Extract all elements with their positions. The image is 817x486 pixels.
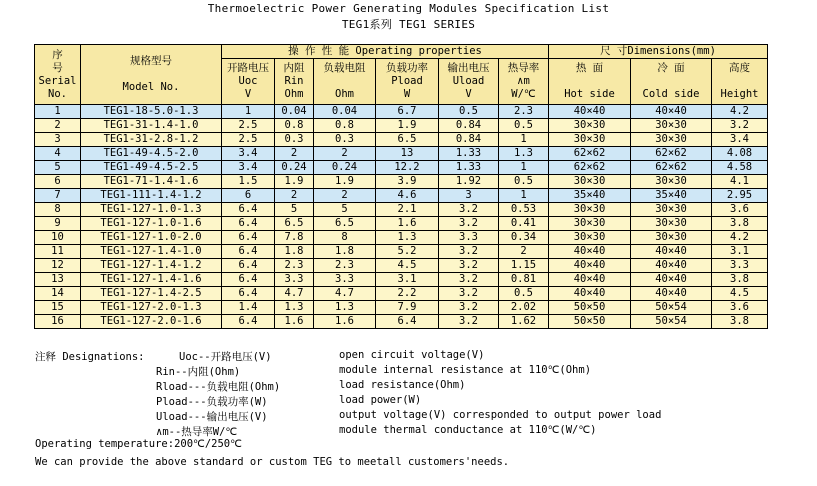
cell-uoc: 1.4: [222, 301, 275, 315]
cell-model: TEG1-111-1.4-1.2: [81, 189, 222, 203]
cell-uload: 3.2: [439, 273, 499, 287]
cell-cold: 40×40: [631, 259, 712, 273]
cell-serial: 9: [35, 217, 81, 231]
table-row: [35, 105, 768, 119]
cell-uoc: 6.4: [222, 231, 275, 245]
cell-cold: 35×40: [631, 189, 712, 203]
header-serial: 序 号 Serial No.: [35, 45, 81, 105]
series-subtitle: TEG1系列 TEG1 SERIES: [341, 18, 476, 31]
cell-rload: 6.5: [314, 217, 376, 231]
cell-pload: 5.2: [376, 245, 439, 259]
cell-thermal: 1.3: [499, 147, 549, 161]
cell-rload: 1.9: [314, 175, 376, 189]
cell-uoc: 6.4: [222, 259, 275, 273]
cell-uload: 3.2: [439, 217, 499, 231]
cell-pload: 1.3: [376, 231, 439, 245]
cell-uload: 3.2: [439, 301, 499, 315]
cell-uoc: 1.5: [222, 175, 275, 189]
cell-pload: 3.9: [376, 175, 439, 189]
cell-pload: 3.1: [376, 273, 439, 287]
cell-height: 4.5: [712, 287, 768, 301]
cell-uoc: 6.4: [222, 315, 275, 329]
cell-serial: 5: [35, 161, 81, 175]
cell-uload: 0.84: [439, 119, 499, 133]
table-row: [35, 133, 768, 147]
cell-cold: 40×40: [631, 273, 712, 287]
cell-hot: 62×62: [549, 147, 631, 161]
designation-description: open circuit voltage(V): [339, 349, 485, 361]
cell-model: TEG1-127-1.4-1.6: [81, 273, 222, 287]
cell-rin: 1.9: [275, 175, 314, 189]
cell-rin: 7.8: [275, 231, 314, 245]
cell-uload: 1.33: [439, 161, 499, 175]
cell-rin: 0.3: [275, 133, 314, 147]
cell-height: 3.3: [712, 259, 768, 273]
cell-height: 3.4: [712, 133, 768, 147]
cell-serial: 10: [35, 231, 81, 245]
cell-pload: 12.2: [376, 161, 439, 175]
cell-hot: 35×40: [549, 189, 631, 203]
cell-rin: 1.8: [275, 245, 314, 259]
designation-term: Pload---负载功率(W): [156, 396, 268, 408]
footer-note: We can provide the above standard or custom TEG to meetall customers'needs.: [35, 456, 510, 468]
cell-serial: 11: [35, 245, 81, 259]
cell-rload: 3.3: [314, 273, 376, 287]
cell-uoc: 6.4: [222, 287, 275, 301]
cell-thermal: 1.62: [499, 315, 549, 329]
cell-rin: 6.5: [275, 217, 314, 231]
cell-model: TEG1-127-1.4-2.5: [81, 287, 222, 301]
cell-height: 3.2: [712, 119, 768, 133]
cell-model: TEG1-49-4.5-2.0: [81, 147, 222, 161]
cell-cold: 30×30: [631, 133, 712, 147]
cell-cold: 30×30: [631, 119, 712, 133]
table-row: [35, 147, 768, 161]
cell-thermal: 0.5: [499, 287, 549, 301]
cell-thermal: 1: [499, 133, 549, 147]
cell-thermal: 0.5: [499, 175, 549, 189]
cell-cold: 62×62: [631, 161, 712, 175]
table-row: [35, 245, 768, 259]
header-operating-properties: 操 作 性 能 Operating properties: [222, 45, 549, 59]
cell-rin: 0.24: [275, 161, 314, 175]
cell-height: 4.08: [712, 147, 768, 161]
cell-model: TEG1-127-1.0-1.3: [81, 203, 222, 217]
cell-uoc: 6.4: [222, 273, 275, 287]
cell-height: 4.2: [712, 105, 768, 119]
designation-term: Rload---负载电阻(Ohm): [156, 381, 281, 393]
cell-rload: 2.3: [314, 259, 376, 273]
header-cold-side: 冷 面 Cold side: [631, 59, 712, 105]
designation-description: load power(W): [339, 394, 422, 406]
cell-uoc: 6.4: [222, 217, 275, 231]
cell-serial: 16: [35, 315, 81, 329]
table-row: [35, 231, 768, 245]
cell-rload: 1.8: [314, 245, 376, 259]
cell-rload: 2: [314, 147, 376, 161]
table-row: [35, 175, 768, 189]
cell-thermal: 0.53: [499, 203, 549, 217]
cell-uload: 3.2: [439, 259, 499, 273]
cell-model: TEG1-127-2.0-1.3: [81, 301, 222, 315]
cell-rload: 0.8: [314, 119, 376, 133]
cell-serial: 7: [35, 189, 81, 203]
cell-height: 4.1: [712, 175, 768, 189]
cell-uload: 3.3: [439, 231, 499, 245]
cell-hot: 30×30: [549, 217, 631, 231]
table-row: [35, 189, 768, 203]
cell-rload: 4.7: [314, 287, 376, 301]
cell-rload: 1.3: [314, 301, 376, 315]
table-row: [35, 119, 768, 133]
cell-height: 3.6: [712, 301, 768, 315]
cell-hot: 30×30: [549, 203, 631, 217]
cell-cold: 62×62: [631, 147, 712, 161]
cell-uload: 3.2: [439, 203, 499, 217]
specification-table: [34, 44, 768, 329]
cell-uload: 3.2: [439, 287, 499, 301]
cell-hot: 62×62: [549, 161, 631, 175]
designation-term: Rin--内阻(Ohm): [156, 366, 241, 378]
cell-thermal: 0.41: [499, 217, 549, 231]
cell-height: 3.8: [712, 315, 768, 329]
cell-height: 2.95: [712, 189, 768, 203]
cell-thermal: 0.81: [499, 273, 549, 287]
cell-thermal: 2.02: [499, 301, 549, 315]
cell-rload: 5: [314, 203, 376, 217]
cell-pload: 6.4: [376, 315, 439, 329]
cell-hot: 50×50: [549, 315, 631, 329]
cell-thermal: 0.34: [499, 231, 549, 245]
designation-description: output voltage(V) corresponded to output power load: [339, 409, 662, 421]
cell-thermal: 2.3: [499, 105, 549, 119]
cell-uoc: 2.5: [222, 119, 275, 133]
cell-cold: 50×54: [631, 301, 712, 315]
cell-uoc: 6: [222, 189, 275, 203]
cell-serial: 8: [35, 203, 81, 217]
cell-rload: 0.3: [314, 133, 376, 147]
cell-hot: 30×30: [549, 133, 631, 147]
cell-pload: 4.5: [376, 259, 439, 273]
cell-cold: 30×30: [631, 203, 712, 217]
cell-hot: 40×40: [549, 245, 631, 259]
cell-cold: 40×40: [631, 245, 712, 259]
cell-pload: 7.9: [376, 301, 439, 315]
cell-cold: 40×40: [631, 105, 712, 119]
cell-rload: 8: [314, 231, 376, 245]
designation-description: module internal resistance at 110℃(Ohm): [339, 364, 592, 376]
cell-thermal: 1: [499, 189, 549, 203]
cell-model: TEG1-31-1.4-1.0: [81, 119, 222, 133]
table-row: [35, 203, 768, 217]
header-model: 规格型号 Model No.: [81, 45, 222, 105]
cell-pload: 2.1: [376, 203, 439, 217]
cell-serial: 14: [35, 287, 81, 301]
cell-serial: 1: [35, 105, 81, 119]
table-row: [35, 217, 768, 231]
table-body: [35, 105, 768, 329]
cell-thermal: 2: [499, 245, 549, 259]
cell-uoc: 3.4: [222, 147, 275, 161]
cell-height: 4.58: [712, 161, 768, 175]
header-thermal-conductance: 热导率 ∧m W/℃: [499, 59, 549, 105]
cell-uload: 3: [439, 189, 499, 203]
cell-uoc: 1: [222, 105, 275, 119]
cell-height: 3.1: [712, 245, 768, 259]
cell-rload: 1.6: [314, 315, 376, 329]
cell-hot: 40×40: [549, 273, 631, 287]
cell-pload: 2.2: [376, 287, 439, 301]
cell-serial: 4: [35, 147, 81, 161]
cell-uload: 1.33: [439, 147, 499, 161]
cell-hot: 40×40: [549, 259, 631, 273]
designation-description: module thermal conductance at 110℃(W/℃): [339, 424, 597, 436]
cell-uoc: 6.4: [222, 245, 275, 259]
cell-pload: 13: [376, 147, 439, 161]
header-hot-side: 热 面 Hot side: [549, 59, 631, 105]
designation-term: Uoc--开路电压(V): [179, 351, 272, 363]
header-uoc: 开路电压 Uoc V: [222, 59, 275, 105]
cell-cold: 30×30: [631, 217, 712, 231]
cell-uload: 0.5: [439, 105, 499, 119]
header-rload: 负载电阻 Ohm: [314, 59, 376, 105]
table-row: [35, 301, 768, 315]
cell-cold: 30×30: [631, 231, 712, 245]
cell-rin: 0.04: [275, 105, 314, 119]
cell-rin: 2.3: [275, 259, 314, 273]
cell-serial: 12: [35, 259, 81, 273]
cell-cold: 40×40: [631, 287, 712, 301]
cell-pload: 6.7: [376, 105, 439, 119]
table-row: [35, 161, 768, 175]
cell-hot: 50×50: [549, 301, 631, 315]
designation-description: load resistance(Ohm): [339, 379, 466, 391]
cell-thermal: 1: [499, 161, 549, 175]
cell-rin: 4.7: [275, 287, 314, 301]
cell-rin: 1.6: [275, 315, 314, 329]
cell-hot: 30×30: [549, 175, 631, 189]
cell-rin: 3.3: [275, 273, 314, 287]
cell-rload: 2: [314, 189, 376, 203]
cell-rin: 0.8: [275, 119, 314, 133]
cell-uload: 1.92: [439, 175, 499, 189]
table-row: [35, 315, 768, 329]
designation-term: Uload---输出电压(V): [156, 411, 268, 423]
cell-rin: 2: [275, 147, 314, 161]
cell-height: 3.8: [712, 217, 768, 231]
cell-thermal: 1.15: [499, 259, 549, 273]
cell-rin: 2: [275, 189, 314, 203]
cell-height: 3.6: [712, 203, 768, 217]
cell-rin: 5: [275, 203, 314, 217]
cell-uoc: 3.4: [222, 161, 275, 175]
cell-pload: 1.9: [376, 119, 439, 133]
table-row: [35, 259, 768, 273]
cell-rload: 0.24: [314, 161, 376, 175]
page-title: Thermoelectric Power Generating Modules Specification List: [207, 2, 610, 15]
cell-hot: 40×40: [549, 105, 631, 119]
cell-rin: 1.3: [275, 301, 314, 315]
cell-height: 3.8: [712, 273, 768, 287]
table-row: [35, 273, 768, 287]
header-uload: 输出电压 Uload V: [439, 59, 499, 105]
cell-uoc: 2.5: [222, 133, 275, 147]
cell-pload: 4.6: [376, 189, 439, 203]
cell-pload: 6.5: [376, 133, 439, 147]
cell-serial: 15: [35, 301, 81, 315]
cell-cold: 30×30: [631, 175, 712, 189]
cell-serial: 3: [35, 133, 81, 147]
cell-model: TEG1-71-1.4-1.6: [81, 175, 222, 189]
cell-cold: 50×54: [631, 315, 712, 329]
cell-hot: 30×30: [549, 119, 631, 133]
header-height: 高度 Height: [712, 59, 768, 105]
cell-height: 4.2: [712, 231, 768, 245]
cell-pload: 1.6: [376, 217, 439, 231]
cell-rload: 0.04: [314, 105, 376, 119]
cell-serial: 2: [35, 119, 81, 133]
header-rin: 内阻 Rin Ohm: [275, 59, 314, 105]
cell-model: TEG1-127-1.4-1.2: [81, 259, 222, 273]
cell-uoc: 6.4: [222, 203, 275, 217]
cell-model: TEG1-127-2.0-1.6: [81, 315, 222, 329]
designation-term: ∧m--热导率W/℃: [156, 426, 238, 438]
cell-serial: 6: [35, 175, 81, 189]
cell-thermal: 0.5: [499, 119, 549, 133]
cell-uload: 0.84: [439, 133, 499, 147]
designations-label: 注释 Designations:: [35, 351, 145, 363]
cell-model: TEG1-127-1.0-1.6: [81, 217, 222, 231]
cell-model: TEG1-49-4.5-2.5: [81, 161, 222, 175]
header-dimensions: 尺 寸Dimensions(mm): [549, 45, 768, 59]
cell-model: TEG1-127-1.4-1.0: [81, 245, 222, 259]
cell-serial: 13: [35, 273, 81, 287]
cell-hot: 40×40: [549, 287, 631, 301]
cell-model: TEG1-18-5.0-1.3: [81, 105, 222, 119]
cell-uload: 3.2: [439, 245, 499, 259]
cell-hot: 30×30: [549, 231, 631, 245]
operating-temperature: Operating temperature:200℃/250℃: [35, 438, 242, 450]
header-pload: 负载功率 Pload W: [376, 59, 439, 105]
cell-model: TEG1-31-2.8-1.2: [81, 133, 222, 147]
cell-uload: 3.2: [439, 315, 499, 329]
table-row: [35, 287, 768, 301]
cell-model: TEG1-127-1.0-2.0: [81, 231, 222, 245]
